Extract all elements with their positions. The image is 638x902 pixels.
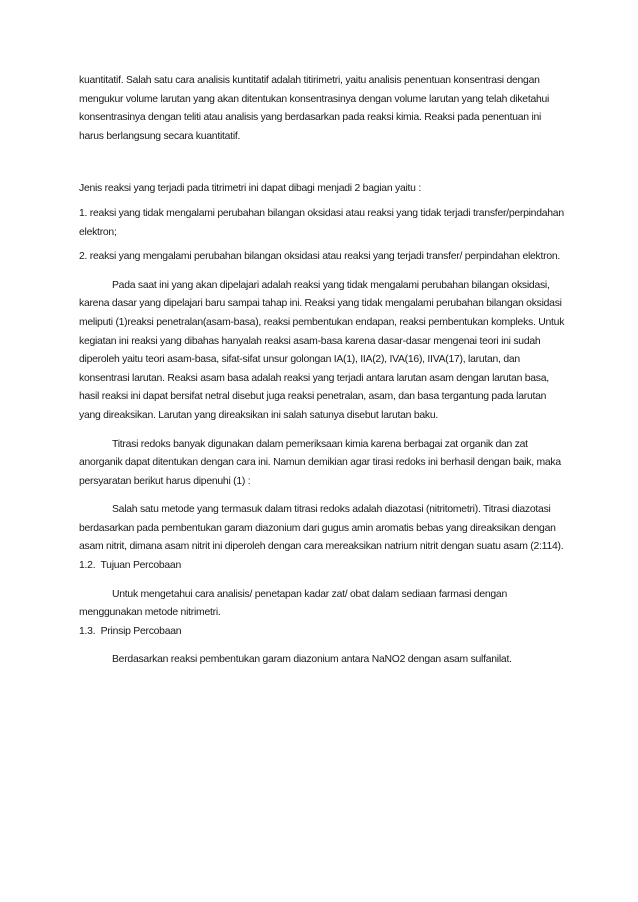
diazotization-paragraph: Salah satu metode yang termasuk dalam titrasi redoks adalah diazotasi (nitritometri). Titrasi diazotasi berdasarkan pada pembentukan garam diazonium dari gugus amin aromatis bebas yang direaksikan dengan asam nitrit, dimana asam nitrit ini diperoleh dengan cara mereaksikan natrium nitrit dengan suatu asam (2:114). xyxy=(79,504,564,553)
section-body-tujuan: Untuk mengetahui cara analisis/ penetapan kadar zat/ obat dalam sediaan farmasi dengan menggunakan metode nitrimetri. xyxy=(79,588,507,619)
section-number-tujuan: 1.2. xyxy=(79,560,96,572)
section-heading-prinsip xyxy=(79,623,567,642)
reaction-type-item-2: 2. reaksi yang mengalami perubahan bilangan oksidasi atau reaksi yang terjadi transfer/ perpindahan elektron. xyxy=(79,251,561,263)
section-title-prinsip: Prinsip Percobaan xyxy=(100,625,182,637)
page-content xyxy=(79,72,567,670)
intro-paragraph: kuantitatif. Salah satu cara analisis kuntitatif adalah titirimetri, yaitu analisis penentuan konsentrasi dengan mengukur volume larutan yang akan ditentukan konsentrasinya dengan volume larutan yang telah diketahui konsentrasinya dengan teliti atau analisis yang berdasarkan pada reaksi kimia. Reaksi pada penentuan ini harus berlangsung secara kuantitatif. xyxy=(79,75,550,142)
section-number-prinsip: 1.3. xyxy=(79,625,96,637)
section-body-prinsip: Berdasarkan reaksi pembentukan garam diazonium antara NaNO2 dengan asam sulfanilat. xyxy=(112,654,512,666)
acid-base-paragraph: Pada saat ini yang akan dipelajari adalah reaksi yang tidak mengalami perubahan bilangan oksidasi, karena dasar yang dipelajari baru sampai tahap ini. Reaksi yang tidak mengalami perubahan bilangan oksidasi meliputi (1)reaksi penetralan(asam-basa), reaksi pembentukan endapan, reaksi pembentukan kompleks. Untuk kegiatan ini reaksi yang dibahas hanyalah reaksi asam-basa karena dasar-dasar mengenai teori ini sudah diperoleh yaitu teori asam-basa, sifat-sifat unsur golongan IA(1), IIA(2), IVA(16), IIVA(17), larutan, dan konsentrasi larutan. Reaksi asam basa adalah reaksi yang terjadi antara larutan asam dengan larutan basa, hasil reaksi ini dapat bersifat netral disebut juga reaksi penetralan, asam, dan basa tergantung pada larutan yang direaksikan. Larutan yang direaksikan ini salah satunya disebut larutan baku. xyxy=(79,279,565,421)
reaction-types-paragraph: Jenis reaksi yang terjadi pada titrimetri ini dapat dibagi menjadi 2 bagian yaitu : xyxy=(79,183,421,195)
section-title-tujuan: Tujuan Percobaan xyxy=(100,560,181,572)
section-heading-tujuan xyxy=(79,557,567,576)
redox-titration-paragraph: Titrasi redoks banyak digunakan dalam pemeriksaan kimia karena berbagai zat organik dan zat anorganik dapat ditentukan dengan cara ini. Namun demikian agar tirasi redoks ini berhasil dengan baik, maka persyaratan berikut harus dipenuhi (1) : xyxy=(79,438,561,487)
reaction-type-item-1: 1. reaksi yang tidak mengalami perubahan bilangan oksidasi atau reaksi yang tidak terjadi transfer/perpindahan elektron; xyxy=(79,207,564,238)
